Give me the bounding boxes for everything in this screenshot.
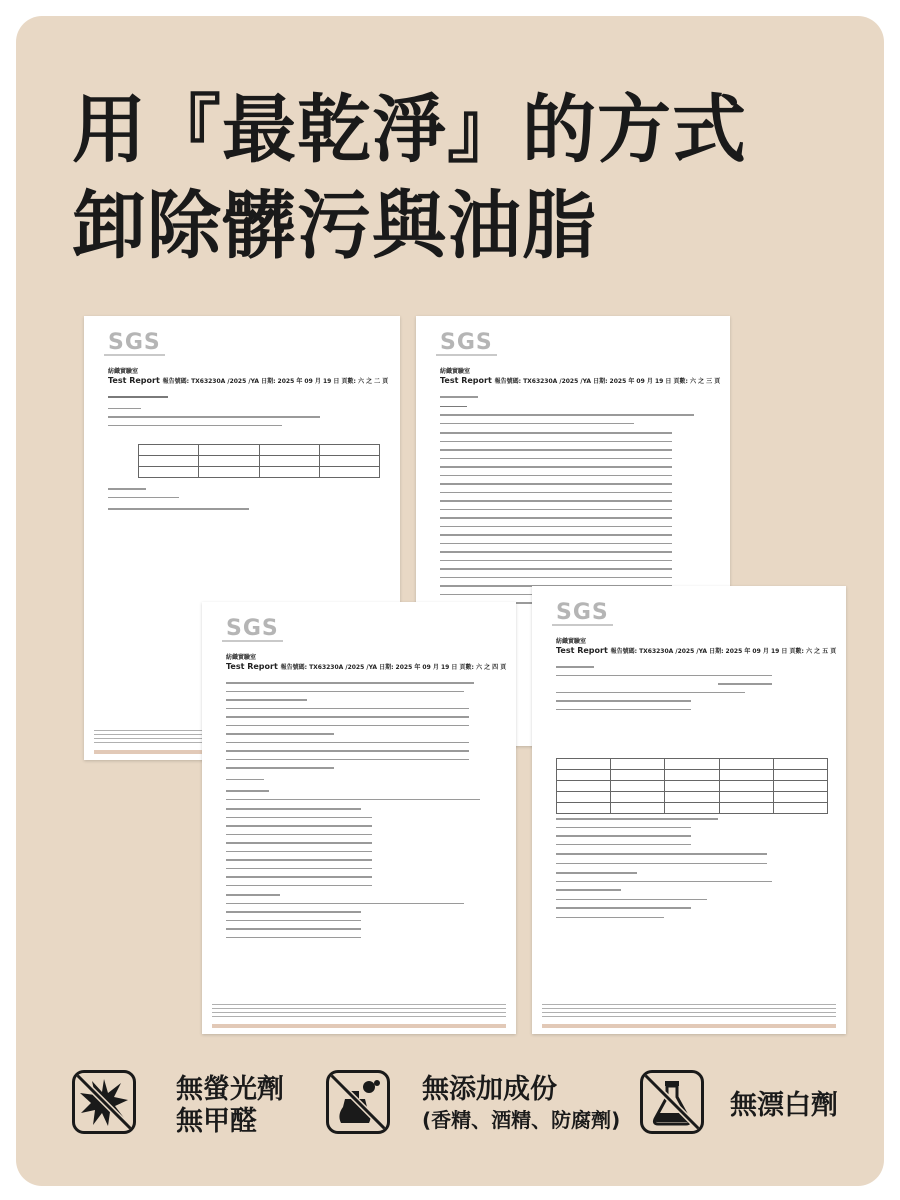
result-table-1	[556, 758, 828, 814]
feature-no-fluorescent	[176, 1074, 284, 1138]
report-title: Test Report	[108, 376, 160, 385]
sgs-logo: SGS	[556, 600, 609, 625]
report-body	[108, 396, 380, 433]
test-report-page-4	[202, 602, 516, 1034]
feature-label-1b: 無甲醛	[176, 1106, 257, 1137]
feature-label-2b: (香精、酒精、防腐劑)	[422, 1108, 621, 1132]
headline-line-1: 用『最乾淨』的方式	[72, 87, 747, 173]
report-header	[440, 376, 720, 385]
test-report-page-5	[532, 586, 846, 1034]
report-title: Test Report	[226, 662, 278, 671]
feature-label-2a: 無添加成份	[422, 1074, 557, 1105]
report-header	[108, 376, 388, 385]
no-fluorescent-icon	[72, 1070, 136, 1134]
sgs-logo: SGS	[440, 330, 493, 355]
lab-name: 紡織實驗室	[556, 638, 587, 645]
feature-row	[72, 1044, 862, 1164]
feature-no-bleach	[730, 1090, 838, 1122]
headline	[72, 82, 747, 274]
promo-card	[16, 16, 884, 1186]
report-header	[556, 646, 836, 655]
report-header	[226, 662, 506, 671]
lab-name: 紡織實驗室	[108, 368, 139, 375]
report-meta: 報告號碼: TX63230A /2025 /YA 日期: 2025 年 09 月 19 日 頁數: 六 之 五 頁	[610, 648, 837, 655]
report-meta: 報告號碼: TX63230A /2025 /YA 日期: 2025 年 09 月 19 日 頁數: 六 之 二 頁	[162, 378, 389, 385]
report-title: Test Report	[440, 376, 492, 385]
sgs-logo: SGS	[108, 330, 161, 355]
lab-name: 紡織實驗室	[440, 368, 471, 375]
no-additives-icon	[326, 1070, 390, 1134]
no-bleach-icon	[640, 1070, 704, 1134]
result-table	[138, 444, 380, 478]
report-meta: 報告號碼: TX63230A /2025 /YA 日期: 2025 年 09 月 19 日 頁數: 六 之 三 頁	[494, 378, 721, 385]
feature-label-1a: 無螢光劑	[176, 1074, 284, 1105]
lab-name: 紡織實驗室	[226, 654, 257, 661]
report-title: Test Report	[556, 646, 608, 655]
sgs-logo: SGS	[226, 616, 279, 641]
headline-line-2: 卸除髒污與油脂	[72, 183, 597, 269]
feature-label-3a: 無漂白劑	[730, 1090, 838, 1121]
report-meta: 報告號碼: TX63230A /2025 /YA 日期: 2025 年 09 月 19 日 頁數: 六 之 四 頁	[280, 664, 507, 671]
feature-no-additives	[422, 1074, 620, 1134]
